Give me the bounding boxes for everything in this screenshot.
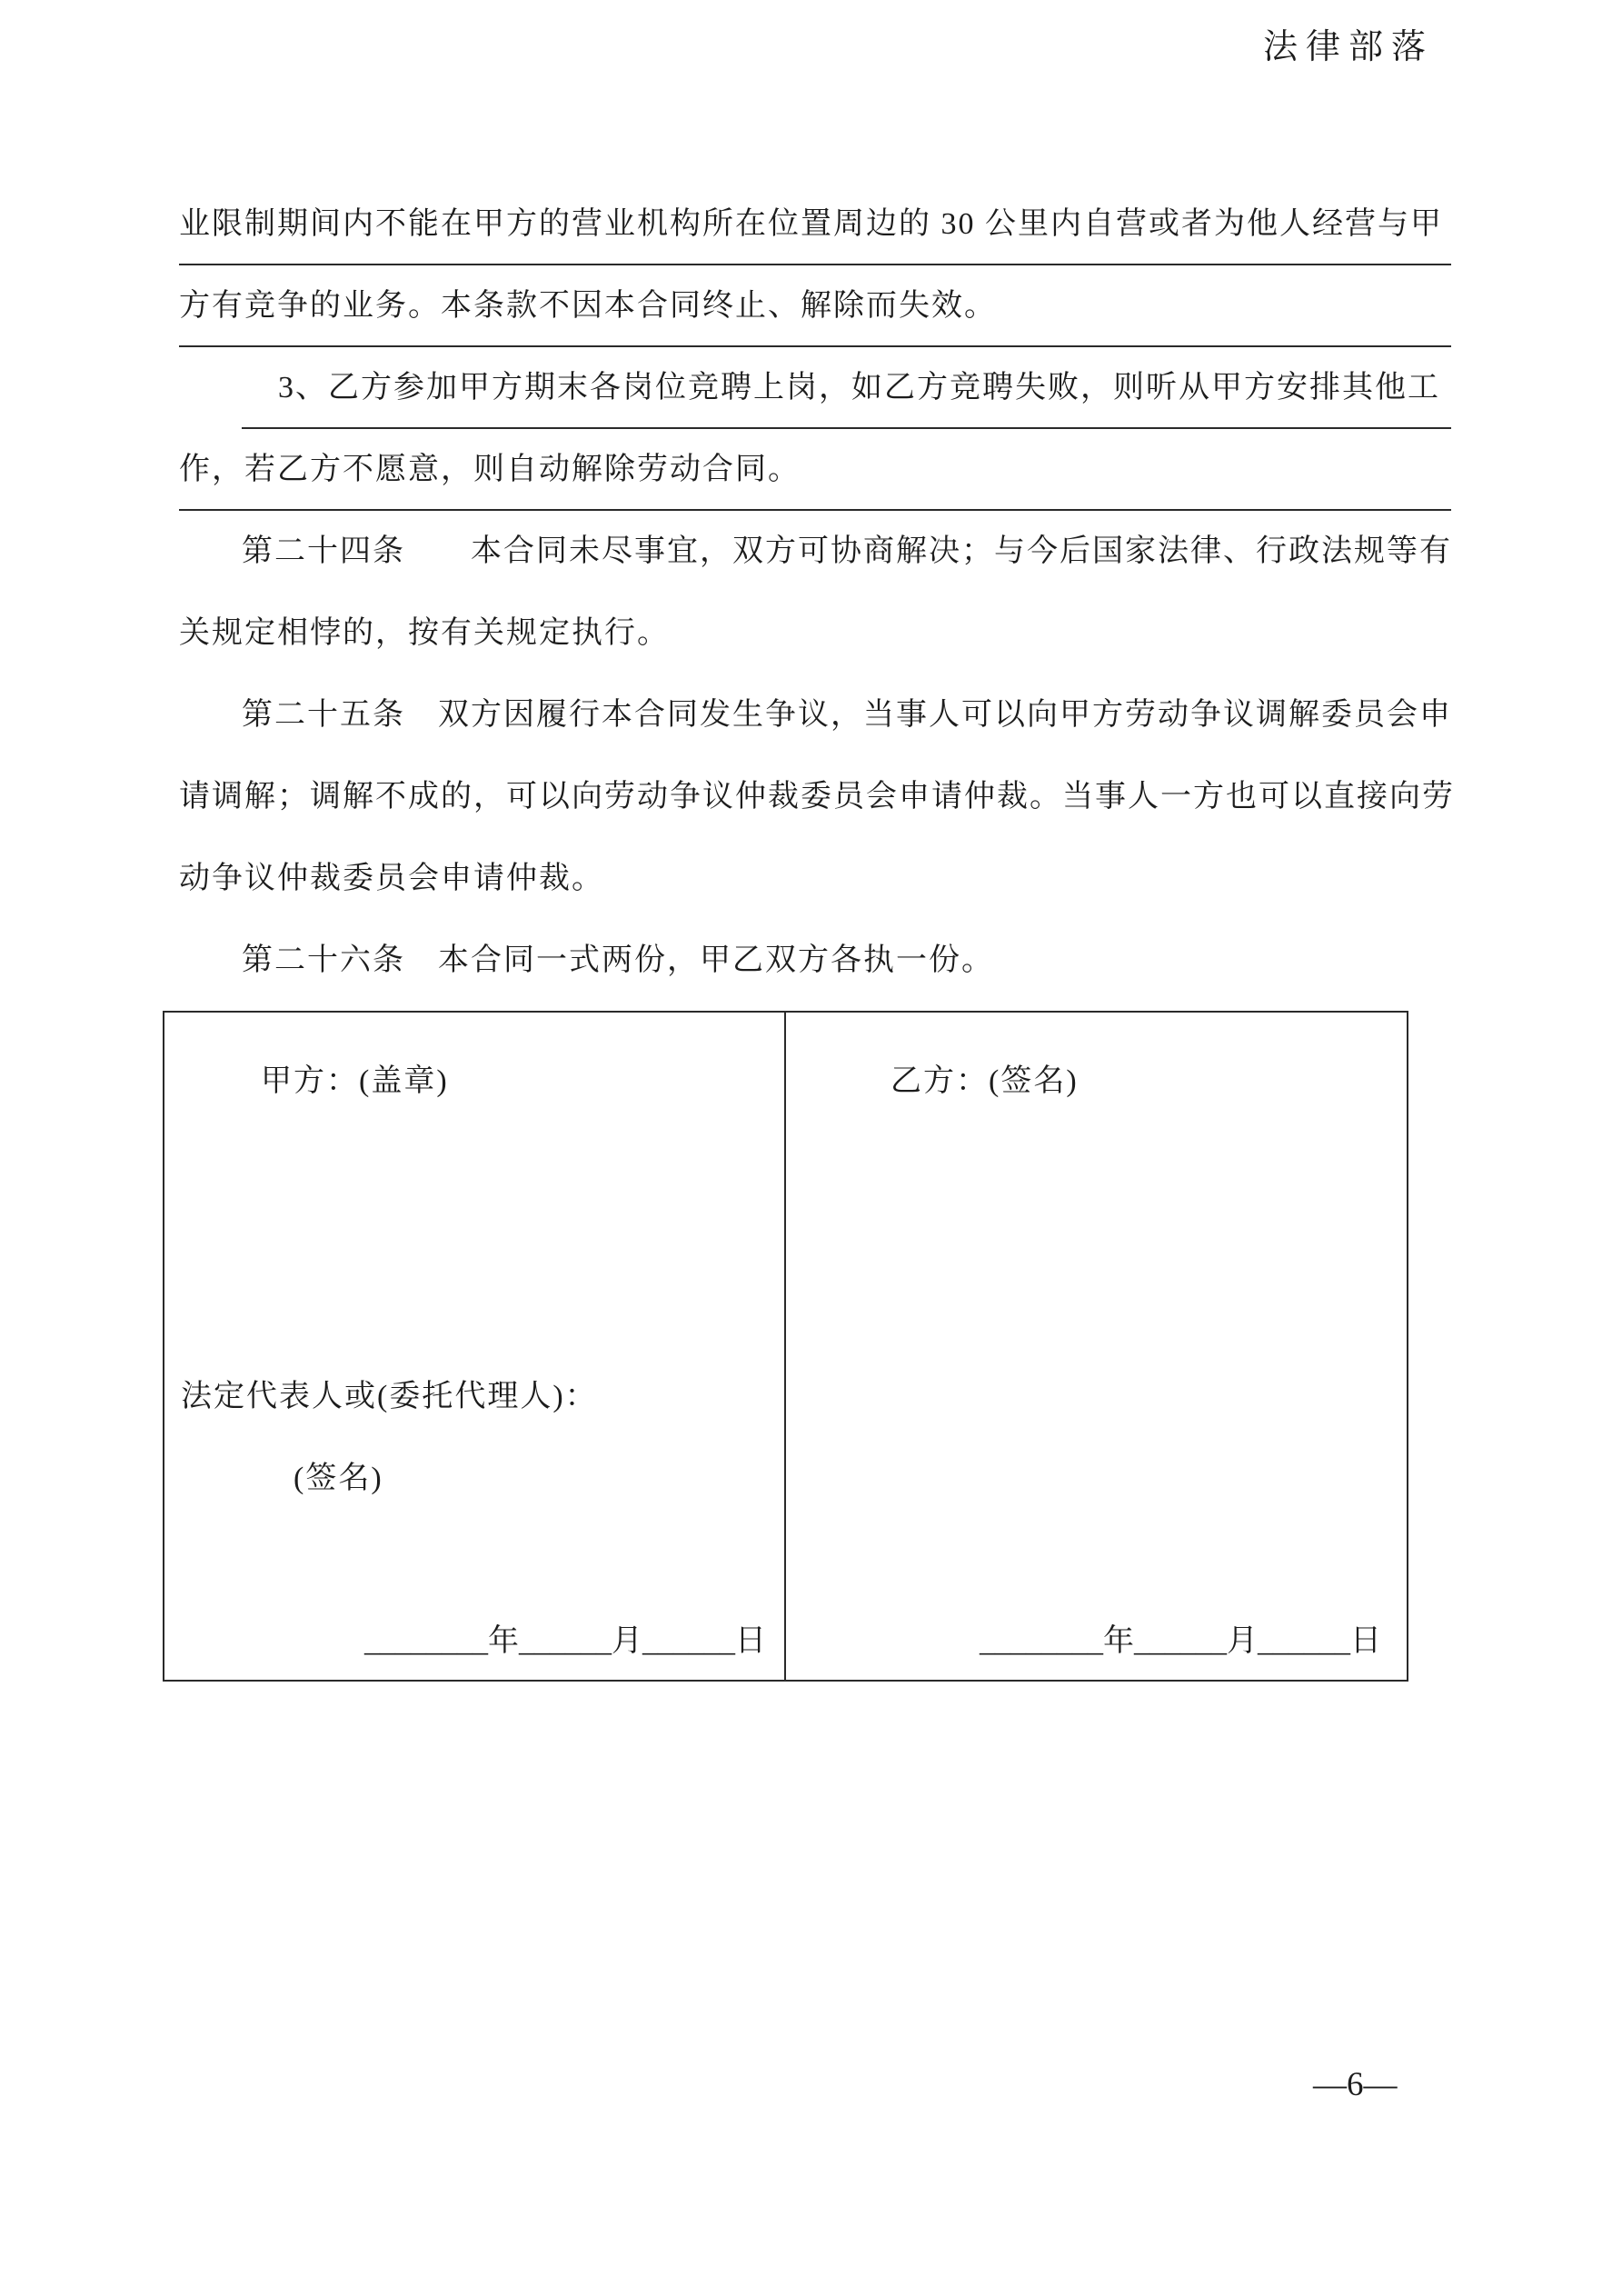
contract-body <box>179 184 1455 1002</box>
contract-line-9: 动争议仲裁委员会申请仲裁。 <box>179 862 604 895</box>
party-a-sign-hint: (签名) <box>294 1462 383 1495</box>
contract-line-5-article-24: 第二十四条 本合同未尽事宜，双方可协商解决；与今后国家法律、行政法规等有 <box>242 534 1452 568</box>
signature-table <box>163 1011 1408 1682</box>
party-b-signature-cell <box>786 1013 1407 1680</box>
party-a-label: 甲方：(盖章) <box>261 1064 449 1098</box>
contract-line-4: 作，若乙方不愿意，则自动解除劳动合同。 <box>179 429 1451 511</box>
contract-line-3: 3、乙方参加甲方期末各岗位竞聘上岗，如乙方竞聘失败，则听从甲方安排其他工 <box>242 347 1451 429</box>
contract-line-7-article-25: 第二十五条 双方因履行本合同发生争议，当事人可以向甲方劳动争议调解委员会申 <box>242 698 1452 732</box>
page-number: —6— <box>1313 2066 1398 2103</box>
party-a-signature-cell <box>164 1013 786 1680</box>
contract-line-1: 业限制期间内不能在甲方的营业机构所在位置周边的 30 公里内自营或者为他人经营与甲 <box>179 184 1451 265</box>
contract-line-6: 关规定相悖的，按有关规定执行。 <box>179 616 670 650</box>
contract-line-8: 请调解；调解不成的，可以向劳动争议仲裁委员会申请仲裁。当事人一方也可以直接向劳 <box>179 780 1455 814</box>
party-a-date-blank: ________年______月______日 <box>364 1624 766 1658</box>
party-a-representative-label: 法定代表人或(委托代理人)： <box>181 1380 598 1413</box>
contract-line-2: 方有竞争的业务。本条款不因本合同终止、解除而失效。 <box>179 265 1451 347</box>
party-b-label: 乙方：(签名) <box>891 1064 1079 1098</box>
contract-line-10-article-26: 第二十六条 本合同一式两份，甲乙双方各执一份。 <box>242 943 994 977</box>
party-b-date-blank: ________年______月______日 <box>980 1624 1381 1658</box>
site-watermark: 法律部落 <box>1262 28 1434 66</box>
